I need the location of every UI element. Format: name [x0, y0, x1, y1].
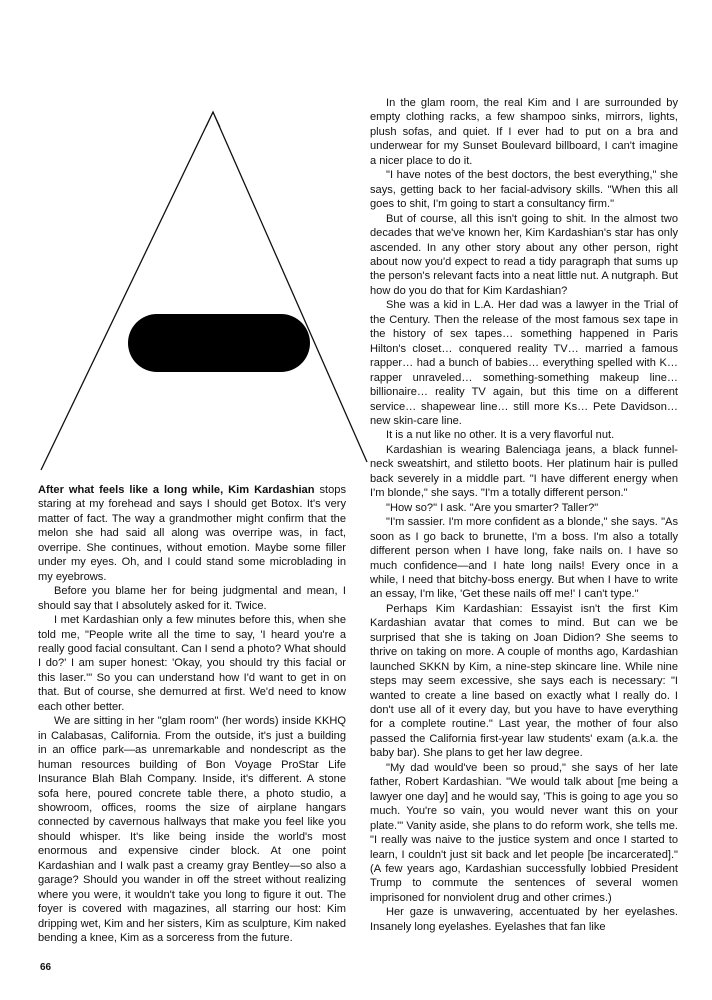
article-paragraph: "I have notes of the best doctors, the best everything," she says, getting back to her facial-advisory skills. "When this all goes to shit, I'm going to start a consultancy firm.": [370, 169, 678, 211]
article-paragraph: I met Kardashian only a few minutes before this, when she told me, "People write all the time to say, 'I heard you're a really good facial consultant. Can I send a photo? What should I do?' I am super honest: 'Okay, you should try this facial or this laser.'" So you can understand how I'd want to get in on that. But of course, she demurred at first. We'd need to know each other better.: [38, 614, 346, 713]
article-paragraph: Perhaps Kim Kardashian: Essayist isn't the first Kim Kardashian avatar that comes to mind. But can we be surprised that she is taking on Joan Didion? She seems to thrive on taking on more. A couple of months ago, Kardashian launched SKKN by Kim, a nine-step skincare line. While nine steps may seem excessive, she says each is necessary: "I wanted to create a line based on exactly what I really do. I don't use all of it every day, but you have to have everything for a complete routine." Last year, the mother of four also passed the California first-year law students' exam (a.k.a. the baby bar). She plans to get her law degree.: [370, 602, 678, 760]
article-paragraph: We are sitting in her "glam room" (her words) inside KKHQ in Calabasas, California. From the outside, it's just a building in an office park—as unremarkable and nondescript as the human resources building of Bon Voyage ProStar Life Insurance Blah Blah Company. Inside, it's different. A stone sofa here, poured concrete table there, a photo studio, a showroom, offices, rooms the size of airplane hangars connected by cavernous hallways that make you feel like you should whisper. It's like being inside the world's most enormous and expensive cinder block. At one point Kardashian and I walk past a creamy gray Bentley—so also a garage? Should you wander in off the street without realizing where you were, it wouldn't take you long to figure it out. The foyer is covered with magazines, all starring our host: Kim dripping wet, Kim and her sisters, Kim as sculpture, Kim naked bending a knee, Kim as a sorceress from the future.: [38, 715, 346, 945]
article-paragraph: In the glam room, the real Kim and I are surrounded by empty clothing racks, a few shampoo sinks, mirrors, lights, plush sofas, and quiet. If I ever had to put on a bra and underwear for my Sunset Boulevard billboard, I can't imagine a nicer place to do it.: [370, 97, 678, 167]
article-paragraph: "I'm sassier. I'm more confident as a blonde," she says. "As soon as I go back to brunette, I'm a boss. I'm also a totally different person when I have long, fake nails on. I have so much confidence—and I hate long nails! Every once in a while, I need that bitchy-boss energy. But when I have to write an essay, I'm like, 'Get these nails off me!' I can't type.": [370, 516, 678, 601]
triangle-outline: [41, 112, 367, 470]
right-column: [370, 96, 678, 934]
lead-in: After what feels like a long while, Kim Kardashian: [38, 484, 315, 496]
lead-paragraph-text: stops staring at my forehead and says I should get Botox. It's very matter of fact. The way a grandmother might confirm that the melon she had said all along was overripe was, in fact, overripe. She continues, without emotion. Maybe some filler under my eyes. Oh, and I could stand some microblading in my eyebrows.: [38, 484, 346, 583]
article-paragraph: Her gaze is unwavering, accentuated by her eyelashes. Insanely long eyelashes. Eyelashes that fan like: [370, 906, 678, 933]
article-paragraph: Kardashian is wearing Balenciaga jeans, a black funnel-neck sweatshirt, and stiletto boots. Her platinum hair is pulled back severely in a middle part. "I have different energy when I'm blonde," she says. "I'm a totally different person.": [370, 443, 678, 500]
black-pill-shape: [128, 314, 310, 372]
article-paragraph: She was a kid in L.A. Her dad was a lawyer in the Trial of the Century. Then the release of the most famous sex tape in the history of sex tapes… something happened in Paris Hilton's closet… conquered reality TV… married a famous rapper… had a bunch of babies… everything spelled with K… rapper unraveled… something-something makeup line… billionaire… reality TV again, but this time on a different service… shapewear line… still more Ks… Pete Davidson… new skin-care line.: [370, 299, 678, 427]
article-paragraph: [38, 483, 346, 584]
article-paragraph: It is a nut like no other. It is a very flavorful nut.: [386, 429, 615, 442]
article-paragraph: Before you blame her for being judgmental and mean, I should say that I absolutely asked for it. Twice.: [38, 585, 346, 612]
article-paragraph: "How so?" I ask. "Are you smarter? Taller?": [386, 501, 599, 514]
article-paragraph: "My dad would've been so proud," she says of her late father, Robert Kardashian. "We would talk about [me being a lawyer one day] and he would say, 'This is going to age you so much. You're so vain, you would never want this on your plate.'" Vanity aside, she plans to do reform work, she tells me. "I really was naive to the justice system and once I started to learn, I couldn't just sit back and let people [be incarcerated]." (A few years ago, Kardashian successfully lobbied President Trump to commute the sentences of several women imprisoned for nonviolent drug and other crimes.): [370, 761, 678, 904]
page-number: 66: [40, 962, 52, 973]
left-column: [38, 483, 346, 946]
article-paragraph: But of course, all this isn't going to shit. In the almost two decades that we've known her, Kim Kardashian's star has only ascended. In any other story about any other person, right about now you'd expect to read a tidy paragraph that sums up the person's relevant facts into a neat little nut. A nutgraph. But how do you do that for Kim Kardashian?: [370, 212, 678, 297]
